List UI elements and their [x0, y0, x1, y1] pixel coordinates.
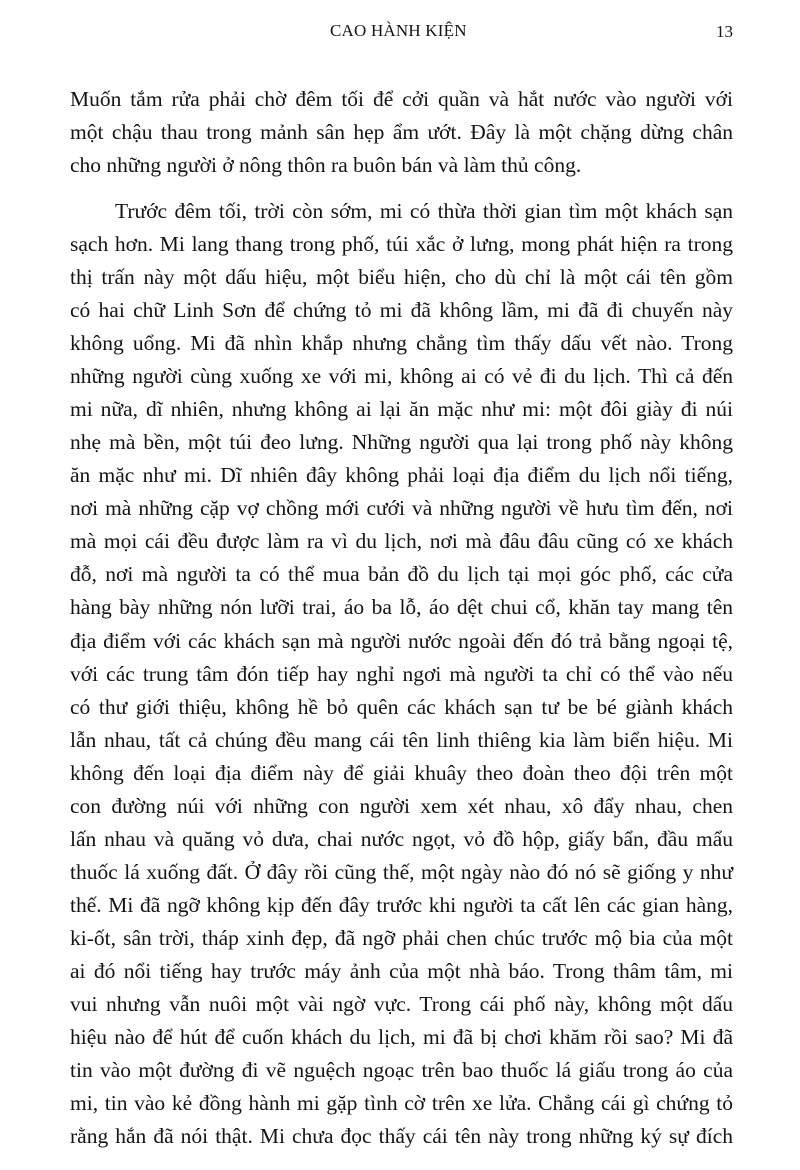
text-line: mà mọi cái đều được làm ra vì du lịch, nơi mà đâu đâu cũng có xe khách	[70, 529, 733, 554]
text-line: lẫn nhau, tất cả chúng đều mang cái tên linh thiêng kia làm biển hiệu. Mi	[70, 727, 733, 752]
text-line: ai đó nổi tiếng hay trước máy ảnh của một nhà báo. Trong thâm tâm, mi	[70, 959, 733, 984]
text-line: địa điểm với các khách sạn mà người nước ngoài đến đó trả bằng ngoại tệ,	[70, 628, 733, 653]
text-line: mi nữa, dĩ nhiên, nhưng không ai lại ăn mặc như mi: một đôi giày đi núi	[70, 397, 733, 422]
text-line: cho những người ở nông thôn ra buôn bán và làm thủ công.	[70, 153, 582, 178]
text-line: với các trung tâm đón tiếp hay nghỉ ngơi mà người ta chỉ có thể vào nếu	[70, 661, 733, 686]
text-line: có hai chữ Linh Sơn để chứng tỏ mi đã không lầm, mi đã đi chuyến này	[70, 297, 733, 322]
paragraph-spacer	[70, 182, 733, 195]
text-line: hàng bày những nón lưỡi trai, áo ba lỗ, áo dệt chui cổ, khăn tay mang tên	[70, 595, 733, 620]
text-line: nhẹ mà bền, một túi đeo lưng. Những người qua lại trong phố này không	[70, 430, 733, 455]
text-line: thế. Mi đã ngỡ không kịp đến đây trước khi người ta cất lên các gian hàng,	[70, 893, 733, 917]
text-line: hiệu nào để hút để cuốn khách du lịch, mi đã bị chơi khăm rồi sao? Mi đã	[70, 1025, 733, 1050]
text-line: có thư giới thiệu, không hề bỏ quên các khách sạn tư be bé giành khách	[70, 694, 733, 719]
text-line: những người cùng xuống xe với mi, không ai có vẻ đi du lịch. Thì cả đến	[70, 364, 733, 388]
text-line: sạch hơn. Mi lang thang trong phố, túi xắc ở lưng, mong phát hiện ra trong	[70, 231, 733, 256]
paragraph-2	[70, 195, 733, 1154]
paragraph-1	[70, 83, 733, 182]
text-line: nơi mà những cặp vợ chồng mới cưới và những người về hưu tìm đến, nơi	[70, 496, 733, 521]
text-line: rằng hắn đã nói thật. Mi chưa đọc thấy cái tên này trong những ký sự đích	[70, 1124, 733, 1149]
text-line: vui nhưng vẫn nuôi một vài ngờ vực. Trong cái phố này, không một dấu	[70, 992, 733, 1017]
text-line: một chậu thau trong mảnh sân hẹp ẩm ướt. Đây là một chặng dừng chân	[70, 120, 733, 145]
text-line: Muốn tắm rửa phải chờ đêm tối để cởi quần và hắt nước vào người với	[70, 87, 733, 111]
running-header	[0, 21, 800, 47]
text-line: ăn mặc như mi. Dĩ nhiên đây không phải loại địa điểm du lịch nổi tiếng,	[70, 463, 733, 488]
body-text	[70, 83, 733, 1154]
text-line: Trước đêm tối, trời còn sớm, mi có thừa thời gian tìm một khách sạn	[115, 198, 733, 223]
text-line: không đến loại địa điểm này để giải khuây theo đoàn theo đội trên một	[70, 760, 733, 785]
text-line: không uổng. Mi đã nhìn khắp nhưng chẳng tìm thấy dấu vết nào. Trong	[70, 330, 733, 355]
text-line: ki-ốt, sân trời, tháp xinh đẹp, đã ngỡ phải chen chúc trước mộ bia của một	[70, 926, 733, 951]
text-line: lấn nhau và quăng vỏ dưa, chai nước ngọt, vỏ đồ hộp, giấy bẩn, đầu mẩu	[70, 826, 733, 851]
text-line: thị trấn này một dấu hiệu, một biểu hiện, cho dù chỉ là một cái tên gồm	[70, 264, 733, 289]
text-line: thuốc lá xuống đất. Ở đây rồi cũng thế, một ngày nào đó nó sẽ giống y như	[70, 859, 733, 884]
page-number: 13	[716, 22, 733, 41]
running-title: CAO HÀNH KIỆN	[330, 21, 467, 40]
text-line: tin vào một đường đi vẽ nguệch ngoạc trên bao thuốc lá giấu trong áo của	[70, 1058, 733, 1083]
text-line: đỗ, nơi mà người ta có thể mua bản đồ du lịch tại mọi góc phố, các cửa	[70, 562, 733, 587]
text-line: con đường núi với những con người xem xét nhau, xô đẩy nhau, chen	[70, 793, 733, 818]
text-line: mi, tin vào kẻ đồng hành mi gặp tình cờ trên xe lửa. Chẳng cái gì chứng tỏ	[70, 1091, 733, 1116]
